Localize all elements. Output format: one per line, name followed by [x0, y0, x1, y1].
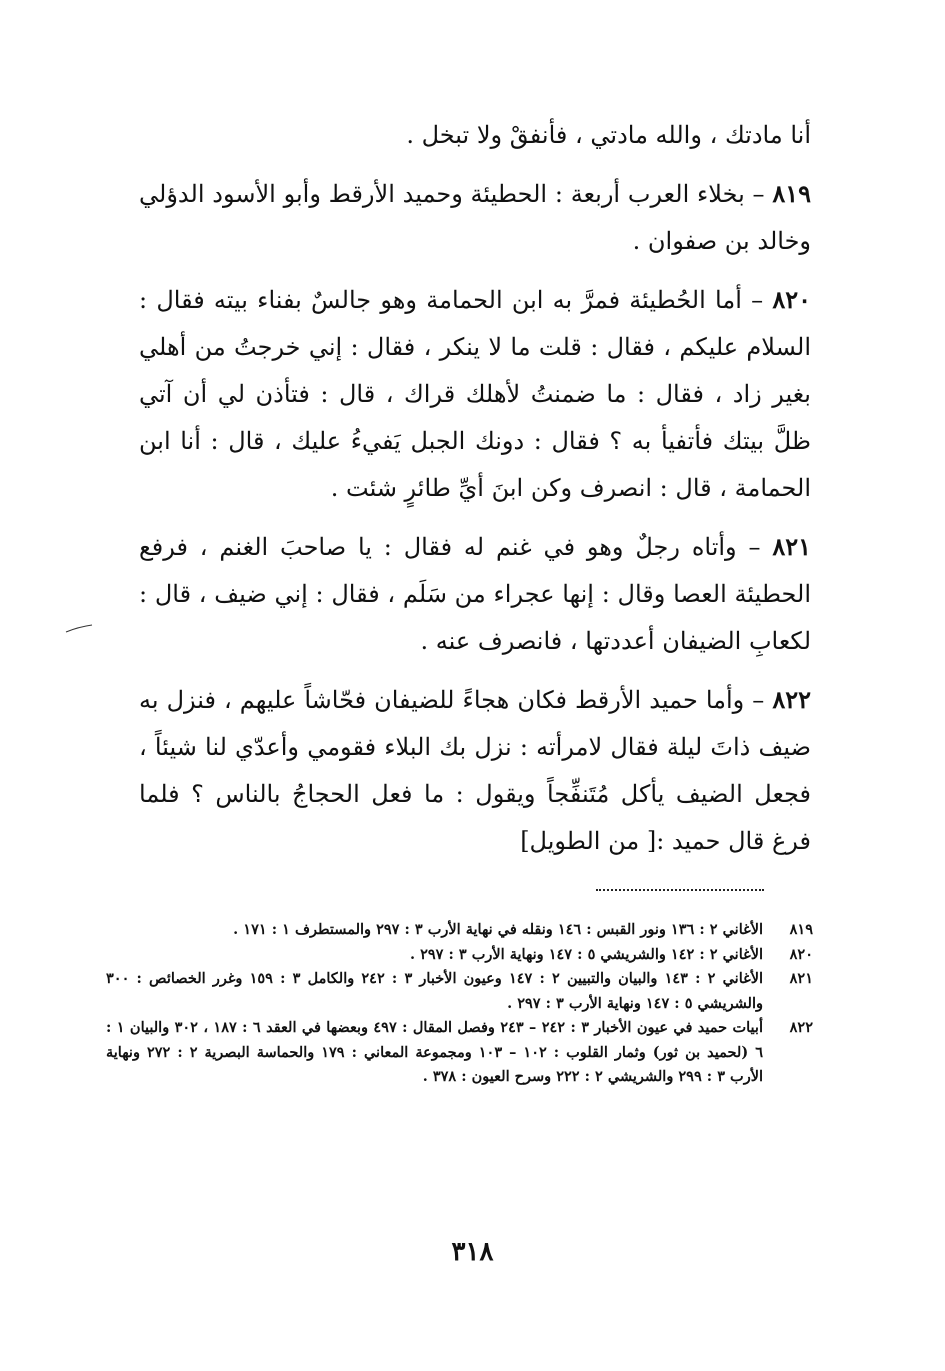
paragraph-819 — [139, 170, 811, 265]
footnote-text: الأغاني ٢ : ١٤٢ والشريشي ٥ : ١٤٧ ونهاية الأرب ٣ : ٢٩٧ . — [409, 945, 763, 963]
footnote-number: ٨٢٢ — [789, 1019, 813, 1036]
footnote-divider — [596, 889, 764, 891]
footnote-821 — [106, 967, 813, 1016]
footnote-820 — [106, 943, 813, 968]
footnotes — [106, 918, 813, 1090]
paragraph-821 — [139, 523, 811, 665]
entry-number: ٨٢١ — [772, 532, 811, 561]
footnote-text: أبيات حميد في عيون الأخبار ٣ : ٢٤٢ – ٢٤٣ وفصل المقال : ٤٩٧ وبعضها في العقد ٦ : ١٨٧ ، ٣٠٢ والبيان ١ : ٦ (لحميد بن ثور) وثمار القلوب : ١٠٢ – ١٠٣ ومجموعة المعاني : ١٧٩ والحماسة البصرية ٢ : ٢٧٢ ونهاية الأرب ٣ : ٢٩٩ والشريشي ٢ : ٢٢٢ وسرح العيون : ٣٧٨ . — [106, 1019, 763, 1085]
main-text — [139, 112, 811, 865]
paragraph-820 — [139, 276, 811, 512]
page-number: ٣١٨ — [451, 1237, 494, 1267]
entry-number: ٨٢٠ — [772, 285, 811, 314]
footnote-text: الأغاني ٢ : ١٣٦ ونور القبس : ١٤٦ ونقله في نهاية الأرب ٣ : ٢٩٧ والمستطرف ١ : ١٧١ . — [233, 921, 763, 938]
margin-pen-mark — [64, 624, 94, 634]
paragraph-text: – وأما حميد الأرقط فكان هجاءً للضيفان فحّاشاً عليهم ، فنزل به ضيف ذاتَ ليلة فقال لامرأته : نزل بك البلاء فقومي وأعدّي لنا شيئاً ، فجعل الضيف يأكل مُتَنفِّجاً ويقول : ما فعل الحجاجُ بالناس ؟ فلما فرغ قال حميد :[ من الطويل] — [139, 686, 811, 855]
paragraph-continuation — [139, 112, 811, 159]
footnote-text: الأغاني ٢ : ١٤٣ والبيان والتبيين ٢ : ١٤٧ وعيون الأخبار ٣ : ٢٤٢ والكامل ٣ : ١٥٩ وغرر الخصائص : ٣٠٠ والشريشي ٥ : ١٤٧ ونهاية الأرب ٣ : ٢٩٧ . — [106, 970, 764, 1012]
footnote-822 — [106, 1016, 813, 1090]
footnote-number: ٨٢١ — [789, 970, 813, 987]
paragraph-822 — [139, 676, 811, 865]
paragraph-text: أنا مادتك ، والله مادتي ، فأنفقْ ولا تبخل . — [406, 121, 811, 149]
entry-number: ٨١٩ — [772, 179, 811, 208]
paragraph-text: – وأتاه رجلٌ وهو في غنم له فقال : يا صاحبَ الغنم ، فرفع الحطيئة العصا وقال : إنها عجراء من سَلَم ، فقال : إني ضيف ، قال : لكعابِ الضيفان أعددتها ، فانصرف عنه . — [139, 533, 811, 655]
footnote-number: ٨١٩ — [789, 921, 813, 938]
footnote-number: ٨٢٠ — [789, 945, 813, 963]
entry-number: ٨٢٢ — [772, 685, 811, 714]
paragraph-text: – بخلاء العرب أربعة : الحطيئة وحميد الأرقط وأبو الأسود الدؤلي وخالد بن صفوان . — [139, 180, 811, 255]
footnote-819 — [106, 918, 813, 943]
paragraph-text: – أما الحُطيئة فمرَّ به ابن الحمامة وهو جالسٌ بفناء بيته فقال : السلام عليكم ، فقال : قلت ما لا ينكر ، فقال : إني خرجتُ من أهلي بغير زاد ، فقال : ما ضمنتُ لأهلك قراك ، قال : فتأذن لي أن آتي ظلَّ بيتك فأتفيأ به ؟ فقال : دونك الجبل يَفيءُ عليك ، قال : أنا ابن الحمامة ، قال : انصرف وكن ابنَ أيِّ طائرٍ شئت . — [139, 286, 811, 502]
